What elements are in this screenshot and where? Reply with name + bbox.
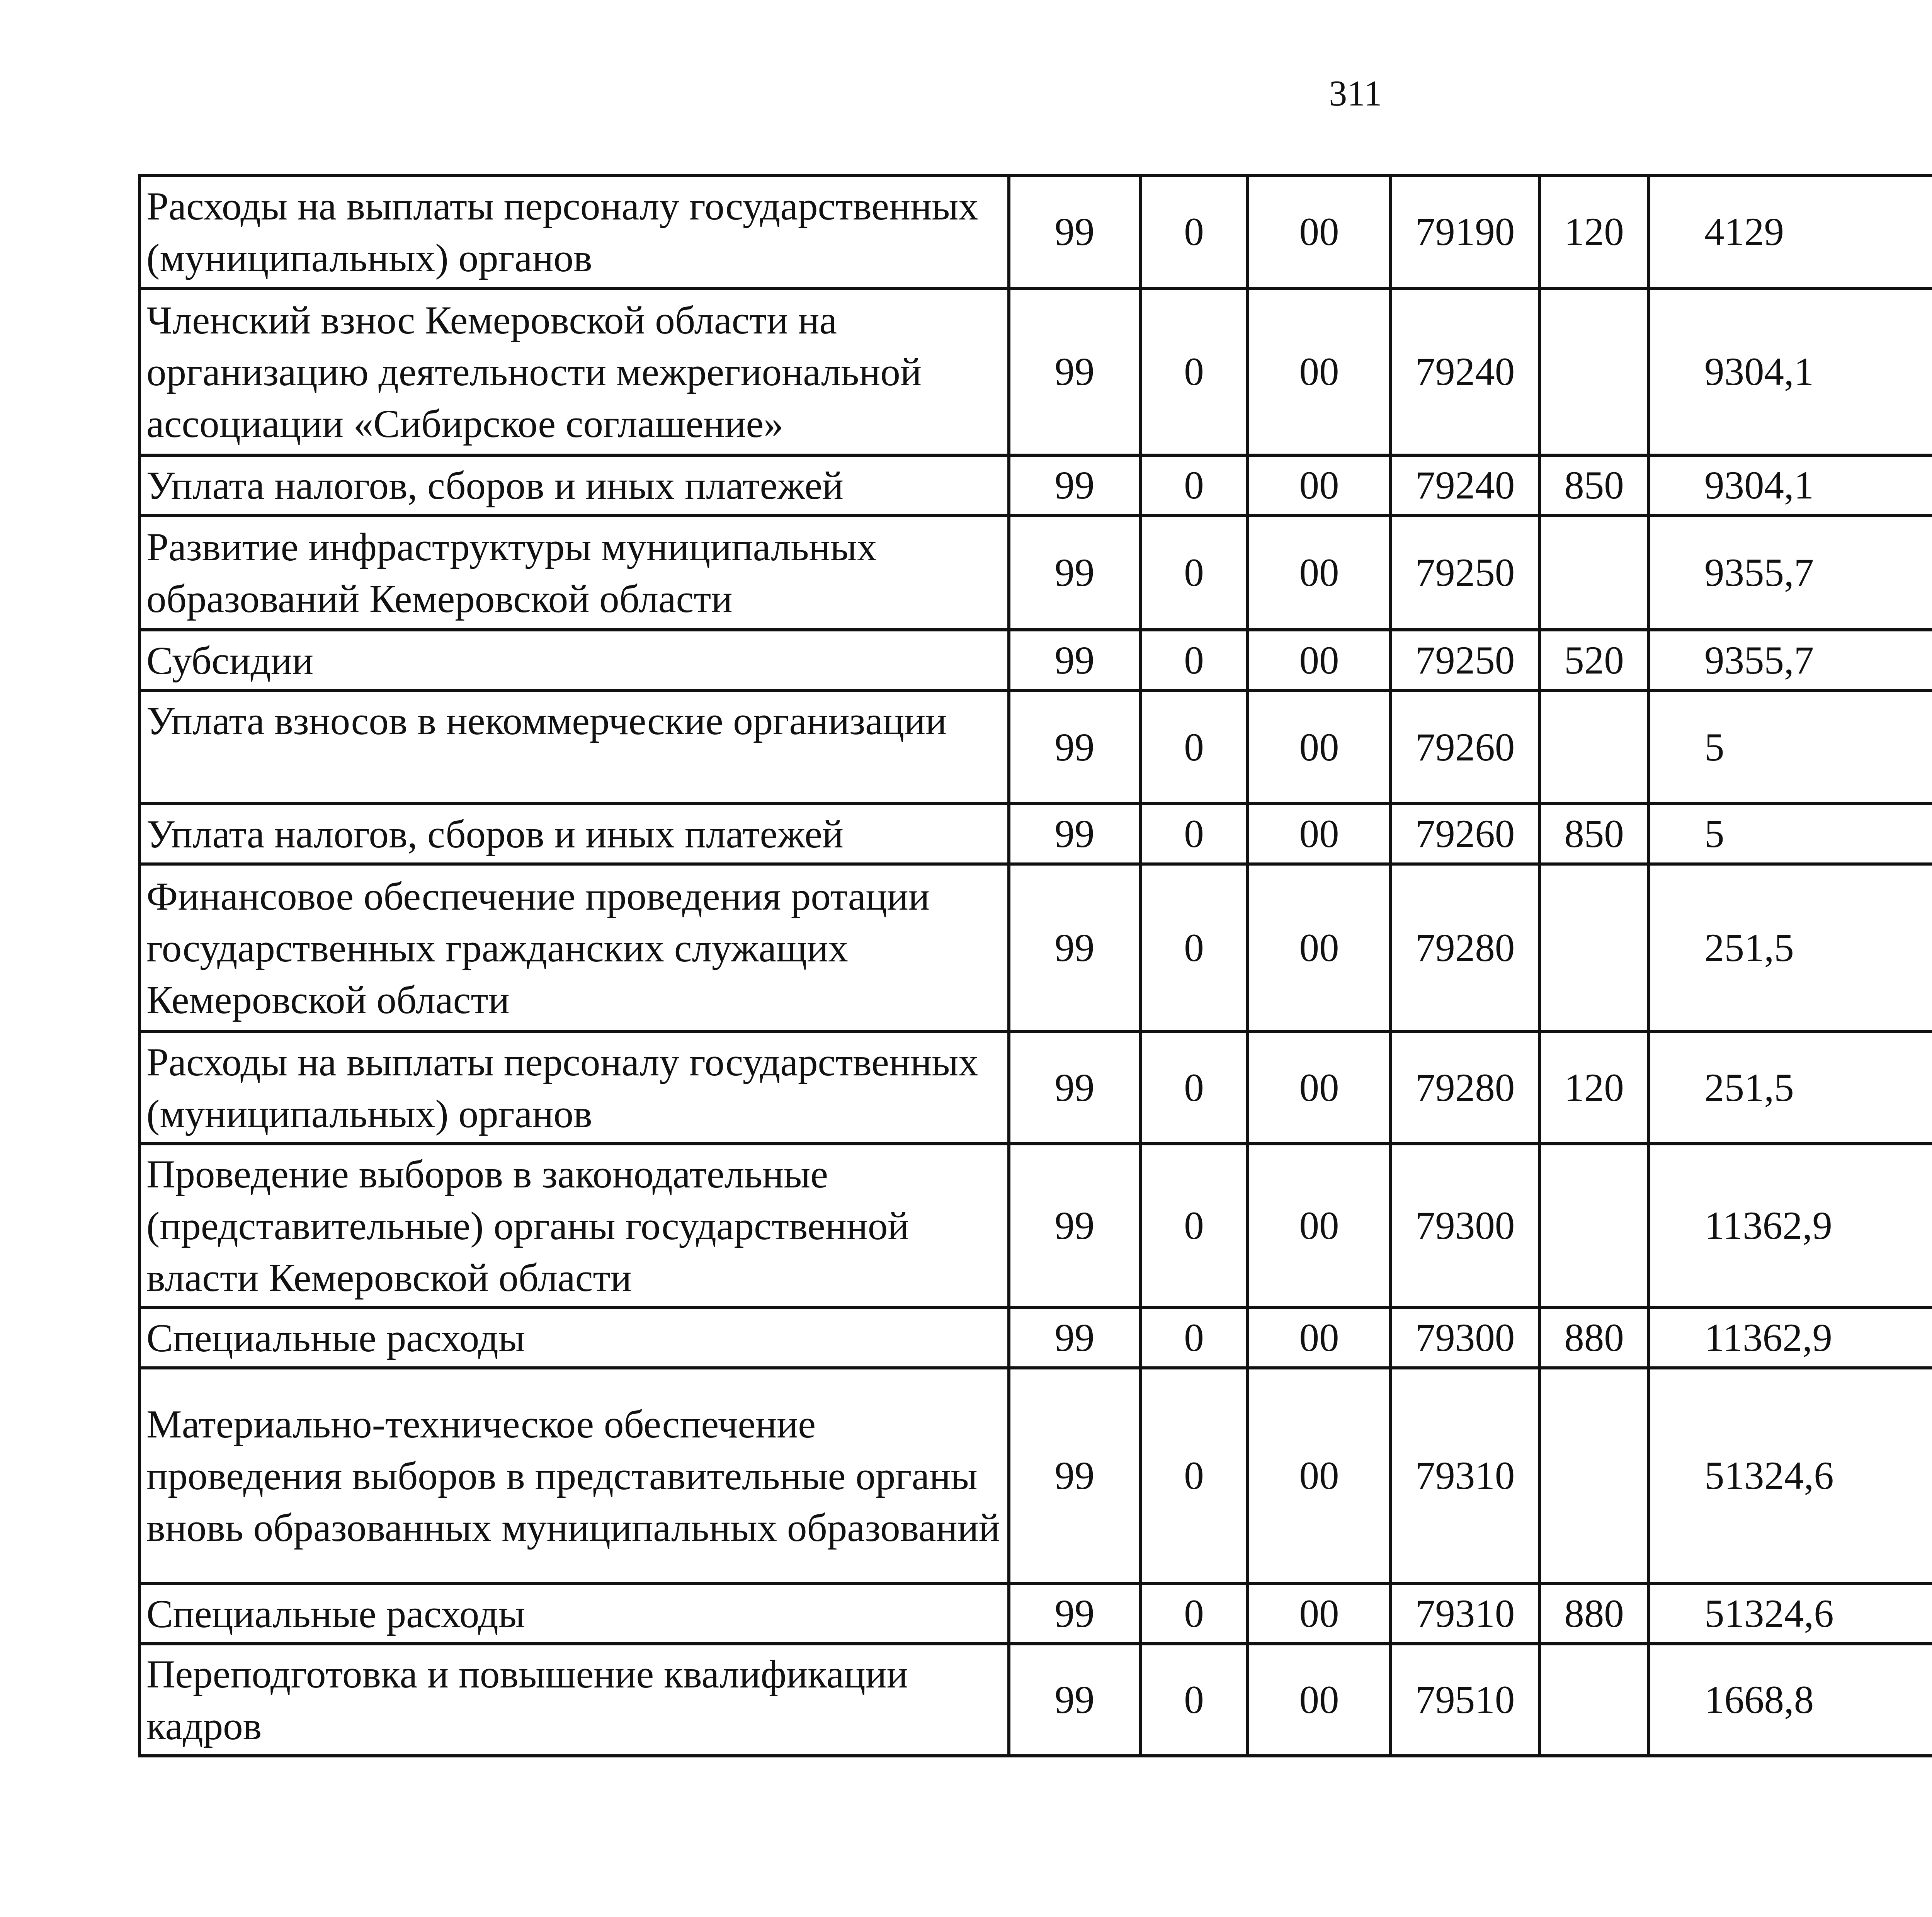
row-name: Уплата взносов в некоммерческие организации	[139, 691, 1009, 804]
code-direction: 79300	[1391, 1144, 1539, 1308]
table-row	[139, 864, 1932, 1032]
amount-1: 1668,8	[1649, 1644, 1932, 1756]
code-direction: 79240	[1391, 455, 1539, 515]
code-subprogram: 0	[1140, 864, 1248, 1032]
page-number: 311	[1329, 73, 1382, 114]
code-subprogram: 0	[1140, 804, 1248, 864]
code-subprogram: 0	[1140, 288, 1248, 455]
code-expense-type	[1539, 1144, 1649, 1308]
code-expense-type: 880	[1539, 1308, 1649, 1368]
table-row	[139, 1144, 1932, 1308]
code-expense-type: 880	[1539, 1584, 1649, 1644]
amount-1: 4129	[1649, 175, 1932, 288]
row-name: Финансовое обеспечение проведения ротации государственных гражданских служащих Кемеровской области	[139, 864, 1009, 1032]
code-expense-type	[1539, 1644, 1649, 1756]
amount-1: 9304,1	[1649, 288, 1932, 455]
row-name: Развитие инфраструктуры муниципальных образований Кемеровской области	[139, 515, 1009, 630]
table-row	[139, 1368, 1932, 1584]
code-group: 00	[1248, 455, 1391, 515]
code-section: 99	[1009, 515, 1140, 630]
row-name: Материально-техническое обеспечение проведения выборов в представительные органы вновь образованных муниципальных образований	[139, 1368, 1009, 1584]
table-row	[139, 515, 1932, 630]
code-direction: 79250	[1391, 515, 1539, 630]
code-expense-type	[1539, 691, 1649, 804]
table-row	[139, 288, 1932, 455]
row-name: Расходы на выплаты персоналу государственных (муниципальных) органов	[139, 175, 1009, 288]
code-subprogram: 0	[1140, 1308, 1248, 1368]
table-row	[139, 1032, 1932, 1144]
table-row	[139, 1644, 1932, 1756]
amount-1: 11362,9	[1649, 1308, 1932, 1368]
code-direction: 79280	[1391, 864, 1539, 1032]
code-direction: 79310	[1391, 1368, 1539, 1584]
code-subprogram: 0	[1140, 1584, 1248, 1644]
code-subprogram: 0	[1140, 455, 1248, 515]
code-section: 99	[1009, 175, 1140, 288]
code-section: 99	[1009, 288, 1140, 455]
table-row	[139, 804, 1932, 864]
table-row	[139, 691, 1932, 804]
row-name: Специальные расходы	[139, 1584, 1009, 1644]
code-group: 00	[1248, 630, 1391, 691]
code-section: 99	[1009, 1368, 1140, 1584]
code-section: 99	[1009, 1644, 1140, 1756]
table-row	[139, 1308, 1932, 1368]
code-group: 00	[1248, 288, 1391, 455]
code-group: 00	[1248, 1144, 1391, 1308]
row-name: Переподготовка и повышение квалификации кадров	[139, 1644, 1009, 1756]
row-name: Членский взнос Кемеровской области на организацию деятельности межрегиональной ассоциации «Сибирское соглашение»	[139, 288, 1009, 455]
amount-1: 251,5	[1649, 864, 1932, 1032]
budget-table-body	[139, 175, 1932, 1756]
code-group: 00	[1248, 864, 1391, 1032]
code-direction: 79260	[1391, 691, 1539, 804]
code-group: 00	[1248, 691, 1391, 804]
code-expense-type: 520	[1539, 630, 1649, 691]
code-expense-type: 850	[1539, 455, 1649, 515]
code-group: 00	[1248, 515, 1391, 630]
code-direction: 79300	[1391, 1308, 1539, 1368]
code-direction: 79310	[1391, 1584, 1539, 1644]
code-subprogram: 0	[1140, 1144, 1248, 1308]
row-name: Проведение выборов в законодательные (представительные) органы государственной власти Кемеровской области	[139, 1144, 1009, 1308]
code-direction: 79280	[1391, 1032, 1539, 1144]
amount-1: 9355,7	[1649, 515, 1932, 630]
code-expense-type: 120	[1539, 1032, 1649, 1144]
code-section: 99	[1009, 455, 1140, 515]
table-row	[139, 630, 1932, 691]
amount-1: 5	[1649, 804, 1932, 864]
code-section: 99	[1009, 630, 1140, 691]
code-subprogram: 0	[1140, 1032, 1248, 1144]
code-direction: 79240	[1391, 288, 1539, 455]
code-expense-type	[1539, 288, 1649, 455]
code-group: 00	[1248, 1032, 1391, 1144]
code-section: 99	[1009, 1584, 1140, 1644]
code-group: 00	[1248, 175, 1391, 288]
row-name: Уплата налогов, сборов и иных платежей	[139, 455, 1009, 515]
code-section: 99	[1009, 1032, 1140, 1144]
code-direction: 79250	[1391, 630, 1539, 691]
budget-table	[138, 174, 1932, 1757]
code-section: 99	[1009, 1308, 1140, 1368]
code-subprogram: 0	[1140, 691, 1248, 804]
code-section: 99	[1009, 1144, 1140, 1308]
amount-1: 9304,1	[1649, 455, 1932, 515]
code-subprogram: 0	[1140, 630, 1248, 691]
amount-1: 51324,6	[1649, 1368, 1932, 1584]
row-name: Субсидии	[139, 630, 1009, 691]
row-name: Уплата налогов, сборов и иных платежей	[139, 804, 1009, 864]
code-direction: 79190	[1391, 175, 1539, 288]
code-group: 00	[1248, 1308, 1391, 1368]
row-name: Расходы на выплаты персоналу государственных (муниципальных) органов	[139, 1032, 1009, 1144]
amount-1: 9355,7	[1649, 630, 1932, 691]
code-expense-type	[1539, 515, 1649, 630]
code-group: 00	[1248, 1644, 1391, 1756]
code-expense-type: 850	[1539, 804, 1649, 864]
amount-1: 51324,6	[1649, 1584, 1932, 1644]
code-subprogram: 0	[1140, 1644, 1248, 1756]
code-direction: 79260	[1391, 804, 1539, 864]
code-section: 99	[1009, 691, 1140, 804]
code-section: 99	[1009, 804, 1140, 864]
code-subprogram: 0	[1140, 175, 1248, 288]
code-group: 00	[1248, 1368, 1391, 1584]
table-row	[139, 1584, 1932, 1644]
table-row	[139, 175, 1932, 288]
code-group: 00	[1248, 1584, 1391, 1644]
code-section: 99	[1009, 864, 1140, 1032]
amount-1: 5	[1649, 691, 1932, 804]
code-direction: 79510	[1391, 1644, 1539, 1756]
code-expense-type	[1539, 864, 1649, 1032]
row-name: Специальные расходы	[139, 1308, 1009, 1368]
code-subprogram: 0	[1140, 515, 1248, 630]
amount-1: 251,5	[1649, 1032, 1932, 1144]
code-group: 00	[1248, 804, 1391, 864]
code-expense-type: 120	[1539, 175, 1649, 288]
code-subprogram: 0	[1140, 1368, 1248, 1584]
table-row	[139, 455, 1932, 515]
amount-1: 11362,9	[1649, 1144, 1932, 1308]
code-expense-type	[1539, 1368, 1649, 1584]
